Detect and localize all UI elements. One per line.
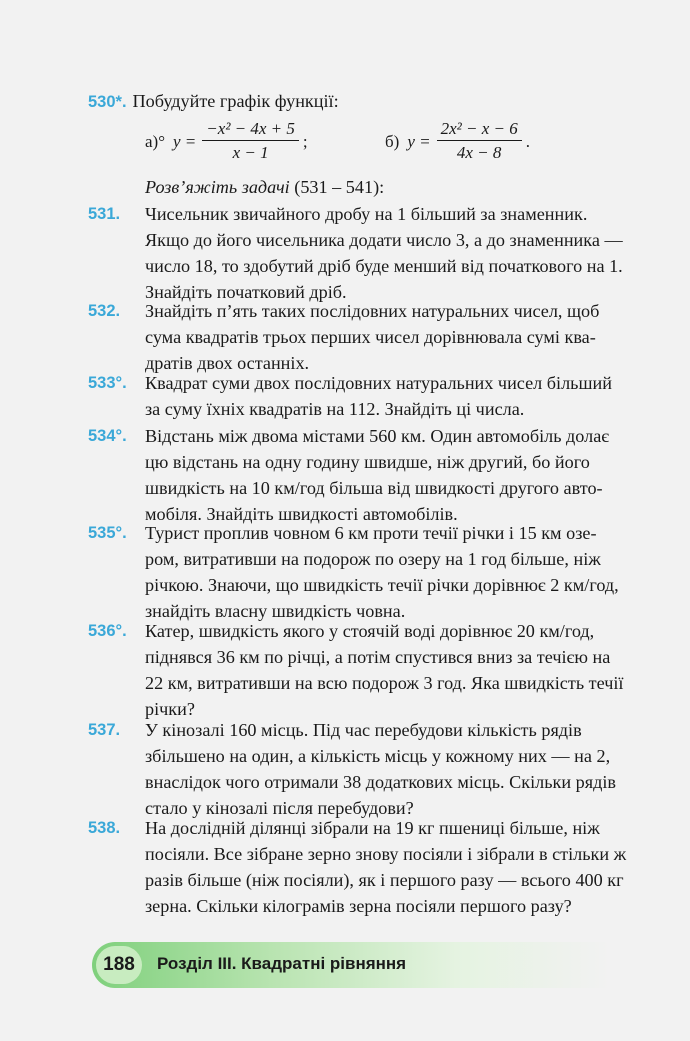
problem-number: 536°. (88, 622, 127, 640)
problem-line: збільшено на один, а кількість місць у кожному них — на 2, (145, 746, 611, 766)
function-a-fraction (202, 118, 299, 165)
problem-number: 534°. (88, 427, 127, 445)
problem-535 (88, 520, 633, 624)
problem-number: 533°. (88, 374, 127, 392)
problem-line: посіяли. Все зібране зерно знову посіяли і зібрали в стільки ж (145, 844, 627, 864)
function-a-numerator: −x² − 4x + 5 (202, 118, 299, 141)
problem-536 (88, 618, 633, 722)
problem-line: за суму їхніх квадратів на 112. Знайдіть ці числа. (145, 399, 525, 419)
chapter-title: Розділ ІІІ. Квадратні рівняння (157, 954, 407, 973)
instruction-range: (531 – 541): (289, 177, 385, 197)
problem-line: дратів двох останніх. (145, 353, 310, 373)
problem-line: Катер, швидкість якого у стоячій воді дорівнює 20 км/год, (145, 621, 595, 641)
problem-line: стало у кінозалі після перебудови? (145, 798, 414, 818)
problem-line: зерна. Скільки кілограмів зерна посіяли першого разу? (145, 896, 572, 916)
problem-number: 538. (88, 819, 121, 837)
problem-line: число 18, то здобутий дріб буде менший від початкового на 1. (145, 256, 623, 276)
problem-number: 532. (88, 302, 121, 320)
section-instruction (145, 177, 384, 198)
function-b-label: б) (385, 131, 400, 151)
problem-line: внаслідок чого отримали 38 додаткових місць. Скільки рядів (145, 772, 616, 792)
problem-line: Відстань між двома містами 560 км. Один автомобіль долає (145, 426, 610, 446)
problem-line: знайдіть власну швидкість човна. (145, 601, 406, 621)
instruction-italic: Розв’яжіть задачі (145, 177, 290, 197)
problem-line: 22 км, витративши на всю подорож 3 год. Яка швидкість течії (145, 673, 624, 693)
problem-line: річкою. Знаючи, що швидкість течії річки дорівнює 2 км/год, (145, 575, 619, 595)
problem-534 (88, 423, 633, 527)
problem-line: разів більше (ніж посіяли), як і першого разу — всього 400 кг (145, 870, 624, 890)
problem-532 (88, 298, 633, 376)
problem-537 (88, 717, 633, 821)
function-b-fraction (437, 118, 522, 165)
function-a-y: y = (173, 131, 197, 151)
problem-line: Якщо до його чисельника додати число 3, а до знаменника — (145, 230, 623, 250)
problem-line: Турист проплив човном 6 км проти течії річки і 15 км озе- (145, 523, 597, 543)
problem-line: На дослідній ділянці зібрали на 19 кг пшениці більше, ніж (145, 818, 600, 838)
function-a (145, 118, 308, 165)
function-a-label: а)° (145, 131, 166, 151)
problem-533 (88, 370, 633, 422)
function-a-end: ; (302, 131, 308, 151)
problem-line: цю відстань на одну годину швидше, ніж другий, бо його (145, 452, 590, 472)
problem-538 (88, 815, 633, 919)
problem-line: Квадрат суми двох послідовних натуральних чисел більший (145, 373, 612, 393)
problem-line: піднявся 36 км по річці, а потім спустився вниз за течією на (145, 647, 611, 667)
function-a-denominator: x − 1 (232, 143, 269, 162)
problem-line: швидкість на 10 км/год більша від швидкості другого авто- (145, 478, 603, 498)
problem-530 (88, 88, 339, 115)
problem-line: Чисельник звичайного дробу на 1 більший за знаменник. (145, 204, 588, 224)
problem-line: сума квадратів трьох перших чисел дорівнювала сумі ква- (145, 327, 596, 347)
page-number: 188 (96, 946, 142, 984)
problem-line: ром, витративши на подорож по озеру на 1 год більше, ніж (145, 549, 601, 569)
problem-text: Побудуйте графік функції: (132, 91, 339, 111)
problem-531 (88, 201, 633, 305)
problem-number: 531. (88, 205, 121, 223)
problem-line: Знайдіть початковий дріб. (145, 282, 347, 302)
function-b-end: . (525, 131, 530, 151)
problem-number: 537. (88, 721, 121, 739)
problem-line: мобіля. Знайдіть швидкості автомобілів. (145, 504, 458, 524)
problem-line: Знайдіть п’ять таких послідовних натуральних чисел, щоб (145, 301, 600, 321)
function-b-numerator: 2x² − x − 6 (437, 118, 522, 141)
function-b-denominator: 4x − 8 (456, 143, 502, 162)
problem-number: 535°. (88, 524, 127, 542)
problem-number: 530*. (88, 93, 127, 111)
problem-line: У кінозалі 160 місць. Під час перебудови кількість рядів (145, 720, 582, 740)
function-b-y: y = (407, 131, 431, 151)
problem-line: річки? (145, 699, 195, 719)
function-b (385, 118, 530, 165)
